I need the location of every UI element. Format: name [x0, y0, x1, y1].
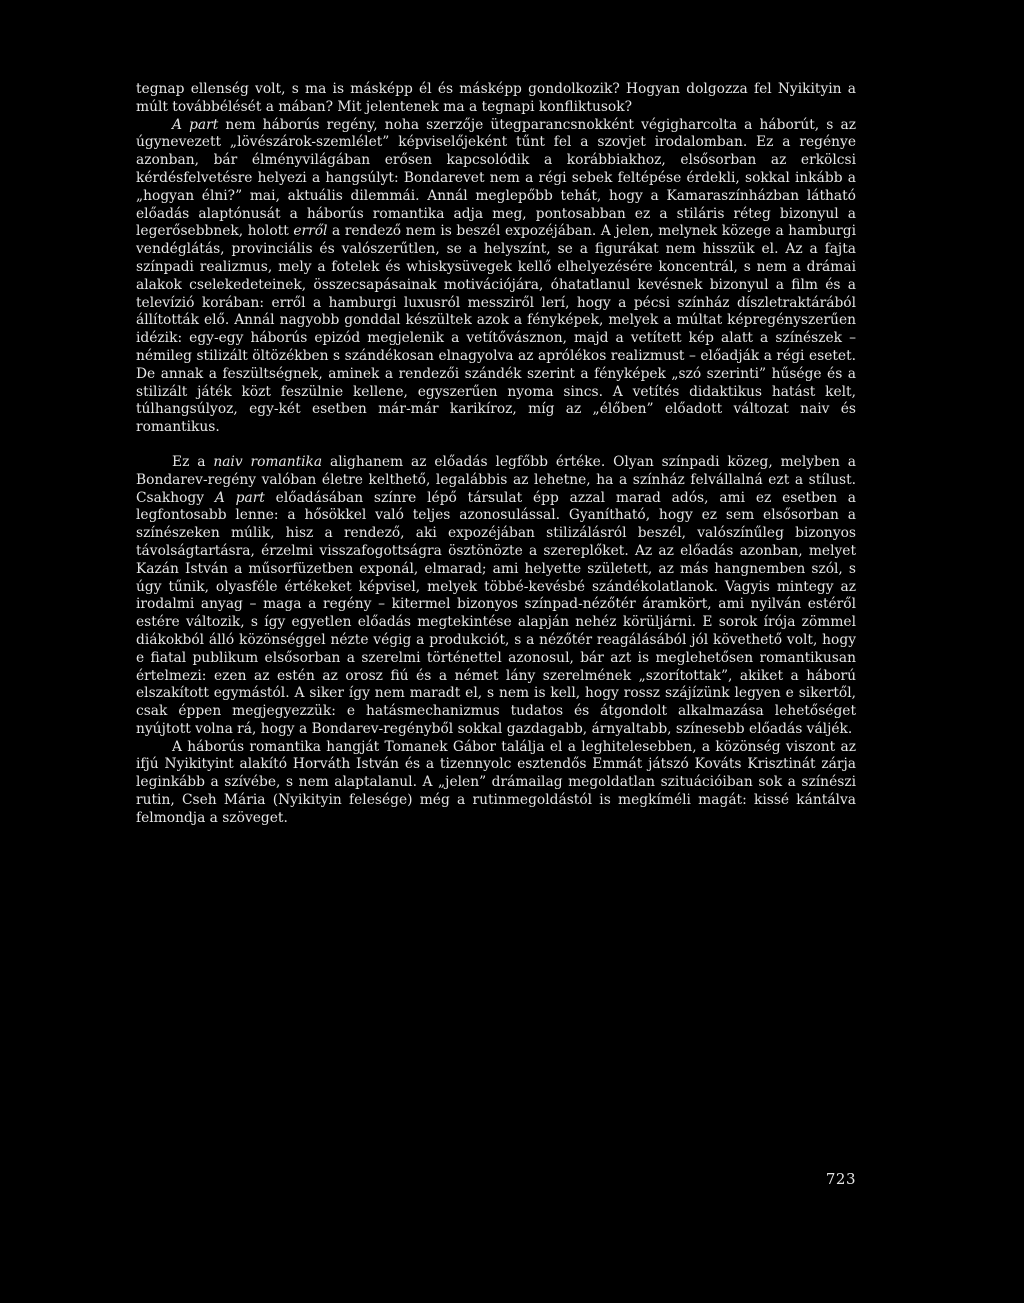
article-body — [136, 81, 856, 828]
text-run: Ez a — [172, 453, 214, 470]
italic-text-run: naiv romantika — [213, 453, 323, 470]
text-run: nem háborús regény, noha szerzője ütegparancsnokként végigharcolta a háborút, s az úgynevezett „lövészárok-szemlélet” képviselőjeként tűnt fel a szovjet irodalomban. Ez a regénye azonban, bár élményvilágában erősen kapcsolódik a korábbiakhoz, elsősorban az erkölcsi kérdésfelvetésre helyezi a hangsúlyt: Bondarevet nem a régi sebek feltépése érdekli, sokkal inkább a „hogyan élni?” mai, aktuális dilemmái. Annál meglepőbb tehát, hogy a Kamaraszínházban látható előadás alaptónusát a háborús romantika adja meg, pontosabban ez a stiláris réteg bizonyul a legerősebbnek, holott — [136, 116, 856, 240]
text-run: előadásában színre lépő társulat épp azzal marad adós, ami ez esetben a legfontosabb lenne: a hősökkel való teljes azonosulással. Gyanítható, hogy ez sem elsősorban a színészeken múlik, hisz a rendező, aki expozéjában stilizálásról beszél, valószínűleg bizonyos távolságtartásra, érzelmi visszafogottságra ösztönözte a szereplőket. Az az előadás azonban, melyet Kazán István a műsorfüzetben exponál, elmarad; ami helyette született, az más hangnemben szól, s úgy tűnik, olyasféle értékeket képvisel, melyek többé-kevésbé szándékolatlanok. Vagyis mintegy az irodalmi anyag – maga a regény – kitermel bizonyos színpad-nézőtér áramkört, ami nyilván estéről estére változik, s így egyetlen előadás megtekintése alapján nehéz körüljárni. E sorok írója zömmel diákokból álló közönséggel nézte végig a produkciót, s a nézőtér reagálásából jól követhető volt, hogy e fiatal publikum elsősorban a szerelmi történettel azonosul, bár azt is meglehetősen romantikusan értelmezi: ezen az estén az orosz fiú és a német lány szerelmének „szorítottak”, akiket a háború elszakított egymástól. A siker így nem maradt el, s nem is kell, hogy rossz szájízünk legyen e sikertől, csak éppen megjegyezzük: e hatásmechanizmus tudatos és átgondolt alkalmazása lehetőséget nyújtott volna rá, hogy a Bondarev-regényből sokkal gazdagabb, árnyaltabb, színesebb előadás váljék. — [136, 489, 857, 737]
paragraph-1 — [136, 81, 856, 117]
paragraph-4 — [136, 739, 856, 828]
text-run: A háborús romantika hangját Tomanek Gábor találja el a leghitelesebben, a közönség viszont az ifjú Nyikityint alakító Horváth István és a tizennyolc esztendős Emmát játszó Kováts Krisztinát zárja leginkább a szívébe, s nem alaptalanul. A „jelen” drámailag megoldatlan szituációiban sok a színészi rutin, Cseh Mária (Nyikityin felesége) még a rutinmegoldástól is megkíméli magát: kissé kántálva felmondja a szöveget. — [136, 738, 856, 826]
paragraph-2 — [136, 117, 856, 437]
italic-text-run: A part — [172, 116, 219, 133]
page-number: 723 — [825, 1170, 856, 1188]
italic-text-run: A part — [214, 489, 265, 506]
text-run: tegnap ellenség volt, s ma is másképp él és másképp gondolkozik? Hogyan dolgozza fel Nyikityin a múlt továbbélését a mában? Mit jelentenek ma a tegnapi konfliktusok? — [136, 81, 856, 115]
paragraph-3 — [136, 454, 856, 739]
italic-text-run: erről — [293, 223, 328, 240]
text-run: a rendező nem is beszél expozéjában. A jelen, melynek közege a hamburgi vendéglátás, provinciális és valószerűtlen, se a helyszínt, se a figurákat nem hisszük el. Az a fajta színpadi realizmus, mely a fotelek és whiskysüvegek kellő elhelyezésére koncentrál, s nem a drámai alakok cselekedeteinek, összecsapásainak motivációjára, óhatatlanul kevésnek bizonyul a film és a televízió korában: erről a hamburgi luxusról messziről lerí, hogy a pécsi színház díszletraktárából állították elő. Annál nagyobb gonddal készültek azok a fényképek, melyek a múltat képregényszerűen idézik: egy-egy háborús epizód megjelenik a vetítővásznon, majd a vetített kép alatt a színészek – némileg stilizált öltözékben s szándékosan elnagyolva az aprólékos realizmust – előadják a régi esetet. De annak a feszültségnek, aminek a rendezői szándék szerint a fényképek „szó szerinti” hűsége és a stilizált játék közt feszülnie kellene, egyszerűen nyoma sincs. A vetítés didaktikus hatást kelt, túlhangsúlyoz, egy-két esetben már-már karikíroz, míg az „élőben” előadott változat naiv és romantikus. — [136, 223, 857, 436]
text-run: alighanem az előadás legfőbb értéke. Olyan színpadi közeg, melyben a Bondarev-regény valóban életre kelthető, legalábbis az lehetne, ha a színház felvállalná ezt a stílust. Csakhogy — [136, 453, 857, 506]
